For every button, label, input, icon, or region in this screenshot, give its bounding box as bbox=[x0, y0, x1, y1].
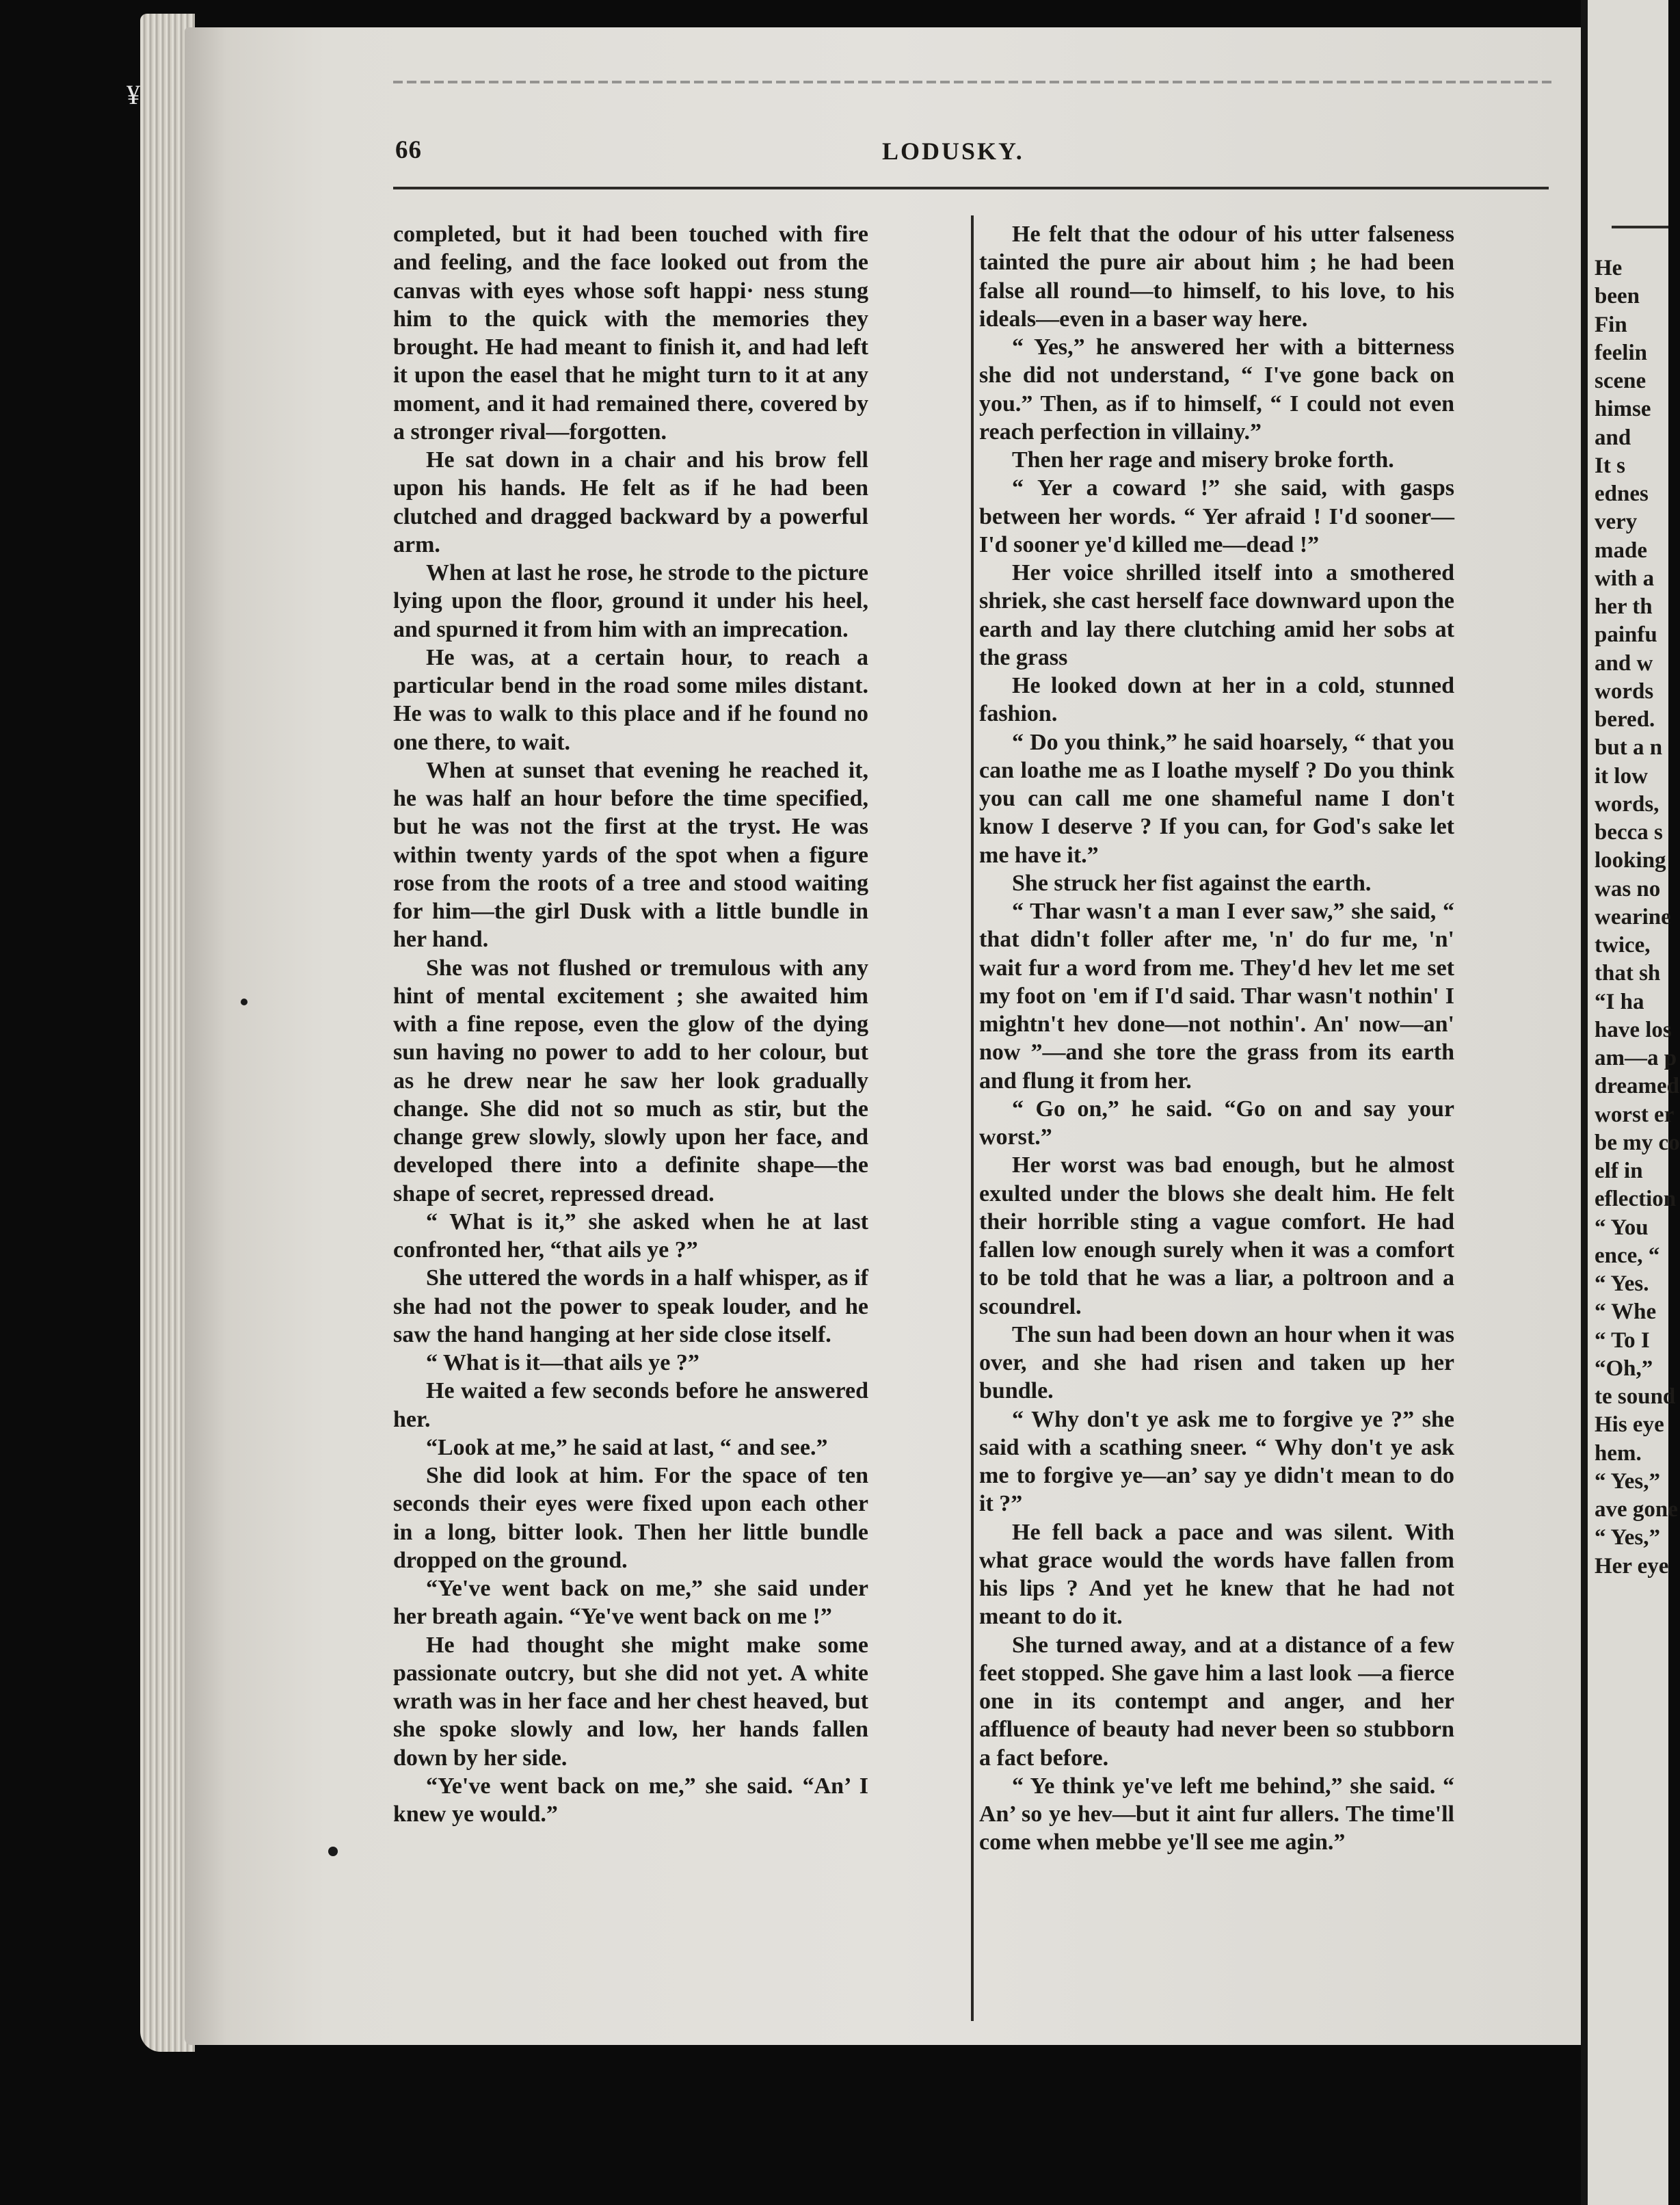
paragraph: When at sunset that evening he reached it, he was half an hour before the time specified, but he was not the first at the tryst. He was within twenty yards of the spot when a figure rose from the roots of a tree and stood waiting for him—the girl Dusk with a little bundle in her hand. bbox=[393, 757, 868, 953]
margin-mark: ¥ bbox=[126, 79, 140, 110]
fragment-line: wearine bbox=[1595, 904, 1671, 929]
next-page-header-rule bbox=[1612, 226, 1668, 228]
paragraph: He sat down in a chair and his brow fell upon his hands. He felt as if he had been clutched and dragged backward by a powerful arm. bbox=[393, 447, 868, 557]
paragraph: She struck her fist against the earth. bbox=[1012, 870, 1372, 896]
fragment-line: “ Yes,” bbox=[1595, 1525, 1660, 1550]
fragment-line: “ Yes,” bbox=[1595, 1468, 1660, 1494]
fragment-line: with a bbox=[1595, 566, 1655, 591]
paragraph: “Look at me,” he said at last, “ and see.” bbox=[426, 1434, 828, 1460]
fragment-line: “ You bbox=[1595, 1215, 1649, 1240]
page-gutter bbox=[1581, 0, 1588, 2205]
fragment-line: scene bbox=[1595, 369, 1646, 393]
fragment-line: ence, “ bbox=[1595, 1243, 1660, 1268]
fragment-line: was no bbox=[1595, 876, 1661, 901]
column-divider bbox=[971, 215, 974, 2021]
paragraph: Her voice shrilled itself into a smothered shriek, she cast herself face downward upon the earth and lay there clutching amid her sobs at the grass bbox=[979, 560, 1454, 670]
fragment-line: worst er bbox=[1595, 1102, 1675, 1127]
fragment-line: “Oh,” bbox=[1595, 1356, 1653, 1381]
fragment-line: been bbox=[1595, 284, 1640, 309]
next-page-edge bbox=[1581, 0, 1680, 2205]
fragment-line: ave gone bbox=[1595, 1497, 1678, 1522]
fragment-line: very bbox=[1595, 510, 1638, 535]
paragraph: “ What is it—that ails ye ?” bbox=[426, 1350, 699, 1375]
paragraph: He looked down at her in a cold, stunned fashion. bbox=[979, 673, 1454, 727]
paragraph: “ Yer a coward !” she said, with gasps between her words. “ Yer afraid ! I'd sooner— I'd sooner ye'd killed me—dead !” bbox=[979, 475, 1454, 557]
paragraph: She did look at him. For the space of ten seconds their eyes were fixed upon each other in a long, bitter look. Then her little bundle dropped on the ground. bbox=[393, 1463, 868, 1573]
fragment-line: elf in bbox=[1595, 1159, 1643, 1183]
header-rule bbox=[393, 187, 1549, 189]
top-rule bbox=[393, 81, 1556, 83]
fragment-line: painfu bbox=[1595, 622, 1657, 648]
fragment-line: “ To I bbox=[1595, 1328, 1650, 1353]
fragment-line: ednes bbox=[1595, 481, 1649, 506]
fragment-line: hem. bbox=[1595, 1440, 1642, 1466]
paragraph: He had thought she might make some passionate outcry, but she did not yet. A white wrath was in her face and her chest heaved, but she spoke slowly and low, her hands fallen down by her side. bbox=[393, 1632, 868, 1771]
fragment-line: becca s bbox=[1595, 820, 1663, 845]
paragraph: “ What is it,” she asked when he at last confronted her, “that ails ye ?” bbox=[393, 1209, 868, 1263]
fragment-line: himse bbox=[1595, 397, 1651, 422]
fragment-line: and w bbox=[1595, 650, 1653, 676]
fragment-line: eflection bbox=[1595, 1187, 1677, 1212]
fragment-line: feelin bbox=[1595, 340, 1647, 365]
paragraph: He felt that the odour of his utter falseness tainted the pure air about him ; he had been false all round—to himself, to his love, to his ideals—even in a baser way here. bbox=[979, 222, 1454, 332]
paragraph: “Ye've went back on me,” she said. “An’ I knew ye would.” bbox=[393, 1773, 868, 1827]
fragment-line: twice, bbox=[1595, 933, 1651, 958]
fragment-line: It s bbox=[1595, 453, 1625, 478]
ink-speck bbox=[241, 999, 248, 1005]
fragment-line: but a n bbox=[1595, 735, 1663, 761]
fragment-line: be my co bbox=[1595, 1130, 1680, 1155]
paragraph: “ Why don't ye ask me to forgive ye ?” she said with a scathing sneer. “ Why don't ye ask me to forgive ye—an’ say ye didn't mean to do it ?” bbox=[979, 1406, 1454, 1517]
fragment-line: te sound bbox=[1595, 1384, 1676, 1409]
paragraph: “ Thar wasn't a man I ever saw,” she said, “ that didn't foller after me, 'n' do fur me, 'n' wait fur a word from me. They'd hev let me set my foot on 'em if I'd said. Thar wasn't nothin' I mightn't hev done—not nothin'. An' now—an' now ”—and she tore the grass from its earth and flung it from her. bbox=[979, 899, 1454, 1094]
right-column bbox=[979, 220, 1454, 1857]
paragraph: He was, at a certain hour, to reach a particular bend in the road some miles distant. He was to walk to this place and if he found no one there, to wait. bbox=[393, 644, 868, 755]
page-number: 66 bbox=[395, 136, 422, 164]
paragraph: The sun had been down an hour when it was over, and she had risen and taken up her bundle. bbox=[979, 1321, 1454, 1404]
fragment-line: words, bbox=[1595, 791, 1659, 817]
fragment-line: Fin bbox=[1595, 312, 1627, 337]
paragraph: “ Do you think,” he said hoarsely, “ that you can loathe me as I loathe myself ? Do you think you can call me one shameful name I don't know I deserve ? If you can, for God's sake let me have it.” bbox=[979, 729, 1454, 868]
paragraph: “Ye've went back on me,” she said under her breath again. “Ye've went back on me !” bbox=[393, 1576, 868, 1630]
fragment-line: “I ha bbox=[1595, 989, 1644, 1014]
paragraph: “ Yes,” he answered her with a bitterness she did not understand, “ I've gone back on you.” Then, as if to himself, “ I could not even reach perfection in villainy.” bbox=[979, 334, 1454, 445]
paragraph: She turned away, and at a distance of a few feet stopped. She gave him a last look —a fierce one in its contempt and anger, and her affluence of beauty had never been so stubborn a fact before. bbox=[979, 1632, 1454, 1771]
paragraph: When at last he rose, he strode to the picture lying upon the floor, ground it under his heel, and spurned it from him with an imprecation. bbox=[393, 560, 868, 642]
fragment-line: have los bbox=[1595, 1017, 1672, 1042]
fragment-line: made bbox=[1595, 538, 1647, 563]
fragment-line: Her eye bbox=[1595, 1553, 1669, 1579]
fragment-line: His eye bbox=[1595, 1412, 1664, 1438]
next-page-text-fragments bbox=[1595, 254, 1680, 1581]
fragment-line: that sh bbox=[1595, 961, 1661, 986]
fragment-line: her th bbox=[1595, 594, 1653, 619]
left-column bbox=[393, 220, 868, 1828]
fragment-line: dreamed bbox=[1595, 1074, 1680, 1099]
fragment-line: bered. bbox=[1595, 707, 1655, 732]
running-title: LODUSKY. bbox=[882, 137, 1024, 165]
fragment-line: and bbox=[1595, 425, 1631, 450]
paragraph: She was not flushed or tremulous with any hint of mental excitement ; she awaited him with a fine repose, even the glow of the dying sun having no power to add to her colour, but as he drew near he saw her look gradually change. She did not so much as stir, but the change grew slowly, slowly upon her face, and developed there into a definite shape—the shape of secret, repressed dread. bbox=[393, 955, 868, 1206]
fragment-line: “ Yes. bbox=[1595, 1271, 1649, 1296]
paragraph: Her worst was bad enough, but he almost exulted under the blows she dealt him. He felt their horrible sting a vague comfort. He had fallen low enough surely when it was a comfort to be told that he was a liar, a poltroon and a scoundrel. bbox=[979, 1152, 1454, 1319]
fragment-line: words bbox=[1595, 678, 1654, 704]
paragraph: completed, but it had been touched with fire and feeling, and the face looked out from the canvas with eyes whose soft happi· ness stung him to the quick with the memories they brought. He had meant to finish it, and had left it upon the easel that he might turn to it at any moment, and it had remained there, covered by a stronger rival—forgotten. bbox=[393, 222, 868, 445]
paragraph: “ Go on,” he said. “Go on and say your worst.” bbox=[979, 1096, 1454, 1150]
paragraph: He waited a few seconds before he answered her. bbox=[393, 1378, 868, 1432]
fragment-line: He bbox=[1595, 256, 1623, 280]
fragment-line: it low bbox=[1595, 763, 1648, 789]
paragraph: He fell back a pace and was silent. With what grace would the words have fallen from his lips ? And yet he knew that he had not meant to do it. bbox=[979, 1519, 1454, 1630]
paragraph: Then her rage and misery broke forth. bbox=[1012, 447, 1394, 473]
paragraph: She uttered the words in a half whisper, as if she had not the power to speak louder, and he saw the hand hanging at her side close itself. bbox=[393, 1265, 868, 1347]
ink-speck bbox=[328, 1847, 338, 1856]
fragment-line: “ Whe bbox=[1595, 1299, 1657, 1325]
paragraph: “ Ye think ye've left me behind,” she said. “ An’ so ye hev—but it aint fur allers. The time'll come when mebbe ye'll see me agin.” bbox=[979, 1773, 1454, 1856]
fragment-line: am—a p bbox=[1595, 1046, 1677, 1070]
fragment-line: looking bbox=[1595, 848, 1666, 873]
